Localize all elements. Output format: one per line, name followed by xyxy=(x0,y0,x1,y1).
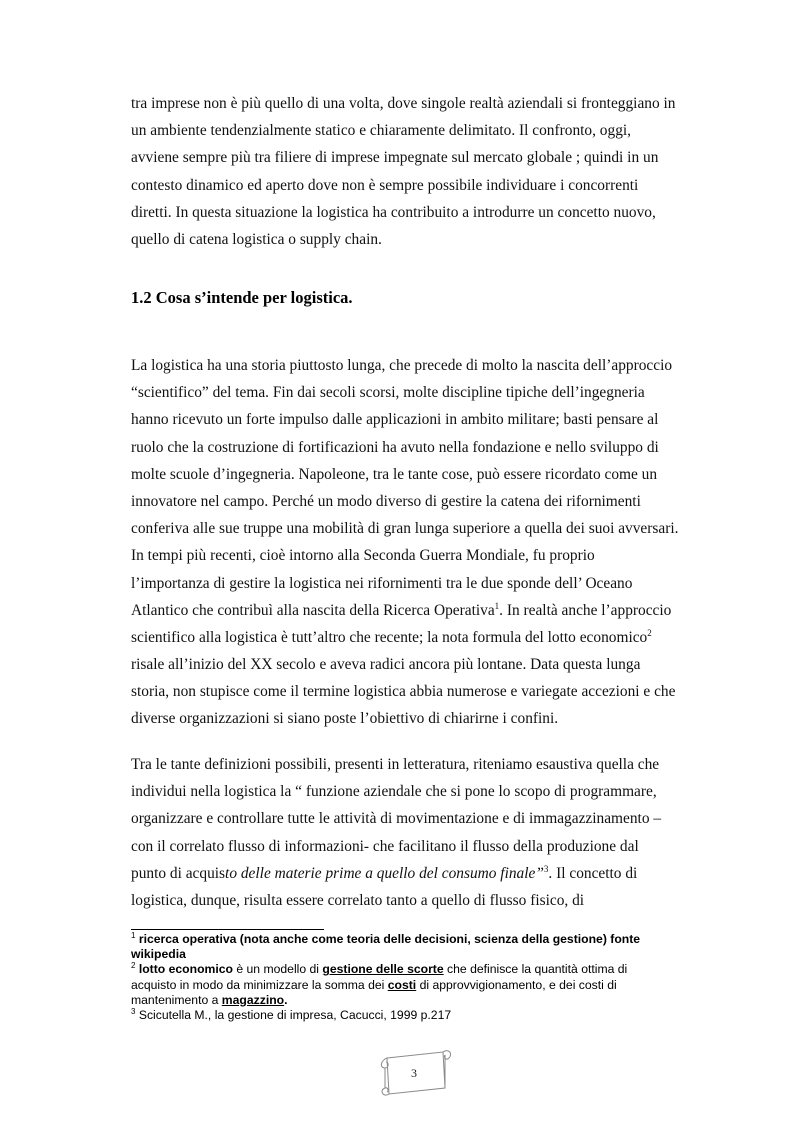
text-line: “scientifico” del tema. Fin dai secoli scorsi, molte discipline tipiche dell’ingegneria xyxy=(131,384,645,402)
footnote-1 xyxy=(131,932,701,947)
footnote-2 xyxy=(131,962,701,977)
text-line: contesto dinamico ed aperto dove non è sempre possibile individuare i concorrenti xyxy=(131,176,639,194)
text-segment: punto di acquis xyxy=(131,864,226,882)
footnote-separator xyxy=(131,929,324,930)
footnote-text: di approvvigionamento, e dei costi di xyxy=(416,977,617,992)
text-line: hanno ricevuto un forte impulso dalle applicazioni in ambito militare; basti pensare al xyxy=(131,411,659,429)
footnote-text: che definisce la quantità ottima di xyxy=(443,962,628,977)
text-line xyxy=(131,860,711,887)
text-line: diretti. In questa situazione la logistica ha contribuito a introdurre un concetto nuovo, xyxy=(131,203,656,221)
footnote-text: mantenimento a xyxy=(131,992,222,1007)
text-segment: Atlantico che contribuì alla nascita della Ricerca Operativa xyxy=(131,601,495,619)
text-line: risale all’inizio del XX secolo e aveva radici ancora più lontane. Data questa lunga xyxy=(131,656,641,674)
paragraph-intro xyxy=(131,90,711,253)
text-line: l’importanza di gestire la logistica nei rifornimenti tra le due sponde dell’ Oceano xyxy=(131,574,633,592)
text-line: innovatore nel campo. Perché un modo diverso di gestire la catena dei rifornimenti xyxy=(131,492,641,510)
text-line: diverse organizzazioni si siano poste l’obiettivo di chiarirne i confini. xyxy=(131,710,559,728)
footnote-ref-1[interactable]: 1 xyxy=(494,600,500,611)
text-line: logistica, dunque, risulta essere correlato tanto a quello di flusso fisico, di xyxy=(131,891,585,909)
footnote-1-cont: wikipedia xyxy=(131,947,186,962)
page-number: 3 xyxy=(411,1066,417,1080)
footnote-text: ricerca operativa (nota anche come teoria delle decisioni, scienza della gestione) fonte xyxy=(138,932,641,946)
footnote-term: lotto economico xyxy=(138,962,233,977)
footnote-link-costi[interactable]: costi xyxy=(387,977,417,992)
text-line: con il correlato flusso di informazioni- che facilitano il flusso della produzione dal xyxy=(131,837,639,855)
text-line: Tra le tante definizioni possibili, presenti in letteratura, riteniamo esaustiva quella che xyxy=(131,756,660,773)
text-segment: . In realtà anche l’approccio xyxy=(499,601,672,619)
text-line: avviene sempre più tra filiere di imprese impegnate sul mercato globale ; quindi in un xyxy=(131,149,659,167)
footnote-link-magazzino[interactable]: magazzino xyxy=(221,992,285,1007)
footnote-link-gestione-scorte[interactable]: gestione delle scorte xyxy=(322,962,444,977)
footnote-ref-3[interactable]: 3 xyxy=(543,863,549,874)
footnote-text: è un modello di xyxy=(232,962,323,977)
footnote-text: Scicutella M., la gestione di impresa, Cacucci, 1999 p.217 xyxy=(135,1008,452,1023)
italic-quote: to delle materie prime a quello del consumo finale” xyxy=(225,864,544,882)
footnote-ref-2[interactable]: 2 xyxy=(647,627,652,638)
footnote-text: . xyxy=(284,992,288,1007)
paragraph-definition xyxy=(131,751,711,914)
text-line: La logistica ha una storia piuttosto lunga, che precede di molto la nascita dell’approccio xyxy=(131,357,673,374)
text-line: un ambiente tendenzialmente statico e chiaramente delimitato. Il confronto, oggi, xyxy=(131,122,632,140)
text-line: individui nella logistica la “ funzione aziendale che si pone lo scopo di programmare, xyxy=(131,783,657,801)
text-line xyxy=(131,624,711,651)
footnote-number: 3 xyxy=(131,1006,136,1016)
text-line: quello di catena logistica o supply chain. xyxy=(131,230,382,248)
footnote-2-cont xyxy=(131,978,701,993)
paragraph-history xyxy=(131,352,711,733)
footnote-3 xyxy=(131,1008,701,1023)
footnote-2-cont xyxy=(131,993,701,1008)
footnote-text: acquisto in modo da minimizzare la somma dei xyxy=(131,977,388,992)
section-heading: 1.2 Cosa s’intende per logistica. xyxy=(131,288,353,307)
text-line: ruolo che la costruzione di fortificazioni ha avuto nella fondazione e nello sviluppo di xyxy=(131,438,659,456)
text-segment: . Il concetto di xyxy=(548,864,638,882)
footnote-number: 2 xyxy=(131,961,136,971)
text-line xyxy=(131,597,711,624)
text-line: organizzare e controllare tutte le attività di movimentazione e di immagazzinamento – xyxy=(131,810,662,828)
text-line: molte scuole d’ingegneria. Napoleone, tra le tante cose, può essere ricordato come un xyxy=(131,465,658,483)
text-line: storia, non stupisce come il termine logistica abbia numerose e variegate accezioni e che xyxy=(131,683,676,701)
text-segment: scientifico alla logistica è tutt’altro che recente; la nota formula del lotto economico xyxy=(131,628,648,646)
text-line: tra imprese non è più quello di una volta, dove singole realtà aziendali si fronteggiano in xyxy=(131,95,676,112)
footnotes xyxy=(131,932,701,1023)
footnote-number: 1 xyxy=(131,930,136,940)
text-line: In tempi più recenti, cioè intorno alla Seconda Guerra Mondiale, fu proprio xyxy=(131,547,595,565)
text-line: conferiva alle sue truppe una mobilità di gran lunga superiore a quella dei suoi avversari. xyxy=(131,520,679,538)
